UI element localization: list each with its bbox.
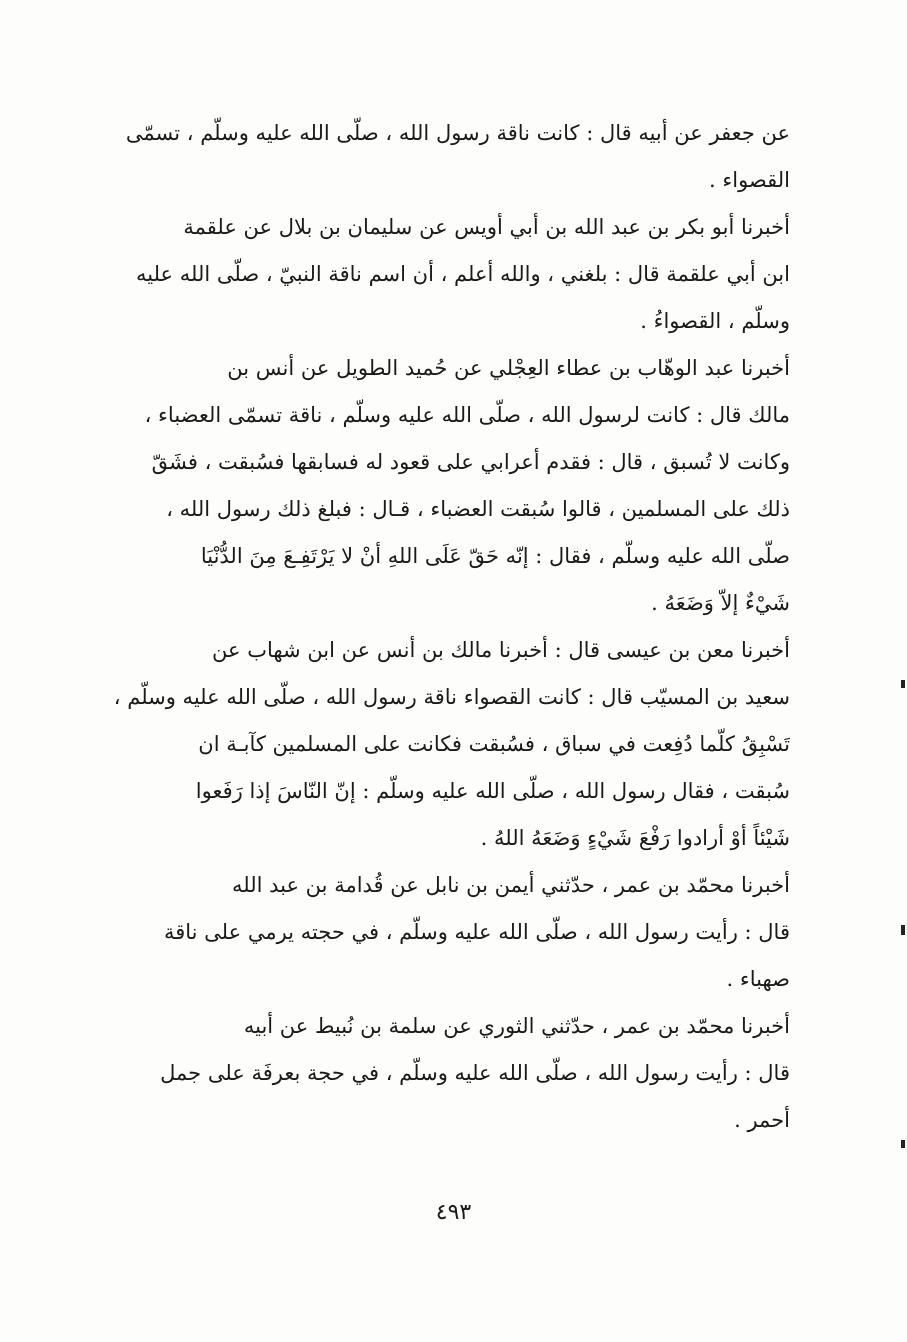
- text-line: مالك قال : كانت لرسول الله ، صلّى الله عليه وسلّم ، ناقة تسمّى العضباء ،: [144, 403, 790, 427]
- scan-edge-mark: [901, 1140, 905, 1148]
- text-line: صلّى الله عليه وسلّم ، فقال : إنّه حَقّ عَلَى اللهِ أنْ لا يَرْتَفِـعَ مِنَ الدُّنْيَا: [200, 544, 790, 568]
- page-number: ٤٩٣: [435, 1200, 472, 1225]
- paragraph-5: [98, 862, 790, 1003]
- text-line: سعيد بن المسيّب قال : كانت القصواء ناقة رسول الله ، صلّى الله عليه وسلّم ،: [113, 685, 790, 709]
- paragraph-3: [98, 345, 790, 627]
- text-line: شَيْئاً أوْ أرادوا رَفْعَ شَيْءٍ وَضَعَهُ اللهُ .: [480, 826, 790, 850]
- text-line: ابن أبي علقمة قال : بلغني ، والله أعلم ، أن اسم ناقة النبيّ ، صلّى الله عليه: [135, 262, 790, 286]
- paragraph-2: [98, 204, 790, 345]
- text-line: أخبرنا محمّد بن عمر ، حدّثني الثوري عن سلمة بن نُبيط عن أبيه: [243, 1014, 790, 1038]
- text-line: شَيْءٌ إلاّ وَضَعَهُ .: [651, 591, 790, 615]
- text-line: أحمر .: [734, 1108, 790, 1132]
- paragraph-6: [98, 1003, 790, 1144]
- text-line: صهباء .: [726, 967, 790, 991]
- text-line: عن جعفر عن أبيه قال : كانت ناقة رسول الله ، صلّى الله عليه وسلّم ، تسمّى: [125, 121, 790, 145]
- text-line: قال : رأيت رسول الله ، صلّى الله عليه وسلّم ، في حجة بعرفَة على جمل: [160, 1061, 790, 1085]
- text-line: ذلك على المسلمين ، قالوا سُبقت العضباء ، قـال : فبلغ ذلك رسول الله ،: [166, 497, 790, 521]
- text-line: القصواء .: [709, 168, 790, 192]
- text-line: أخبرنا أبو بكر بن عبد الله بن أبي أويس عن سليمان بن بلال عن علقمة: [183, 215, 790, 239]
- text-line: تَسْبِقُ كلّما دُفِعت في سباق ، فسُبقت فكانت على المسلمين كآبـة ان: [198, 732, 790, 756]
- paragraph-4: [98, 627, 790, 862]
- text-line: سُبقت ، فقال رسول الله ، صلّى الله عليه وسلّم : إنّ النّاسَ إذا رَفَعوا: [195, 779, 790, 803]
- text-line: أخبرنا محمّد بن عمر ، حدّثني أيمن بن نابل عن قُدامة بن عبد الله: [232, 873, 790, 897]
- text-line: قال : رأيت رسول الله ، صلّى الله عليه وسلّم ، في حجته يرمي على ناقة: [163, 920, 790, 944]
- page-body: [98, 110, 790, 1144]
- text-line: وكانت لا تُسبق ، قال : فقدم أعرابي على قعود له فسابقها فسُبقت ، فشَقّ: [151, 450, 790, 474]
- paragraph-1: [98, 110, 790, 204]
- text-line: وسلّم ، القصواءُ .: [640, 309, 790, 333]
- scan-edge-mark: [901, 680, 905, 688]
- text-line: أخبرنا عبد الوهّاب بن عطاء العِجْلي عن حُميد الطويل عن أنس بن: [227, 356, 790, 380]
- text-line: أخبرنا معن بن عيسى قال : أخبرنا مالك بن أنس عن ابن شهاب عن: [212, 638, 790, 662]
- scan-edge-mark: [901, 925, 905, 935]
